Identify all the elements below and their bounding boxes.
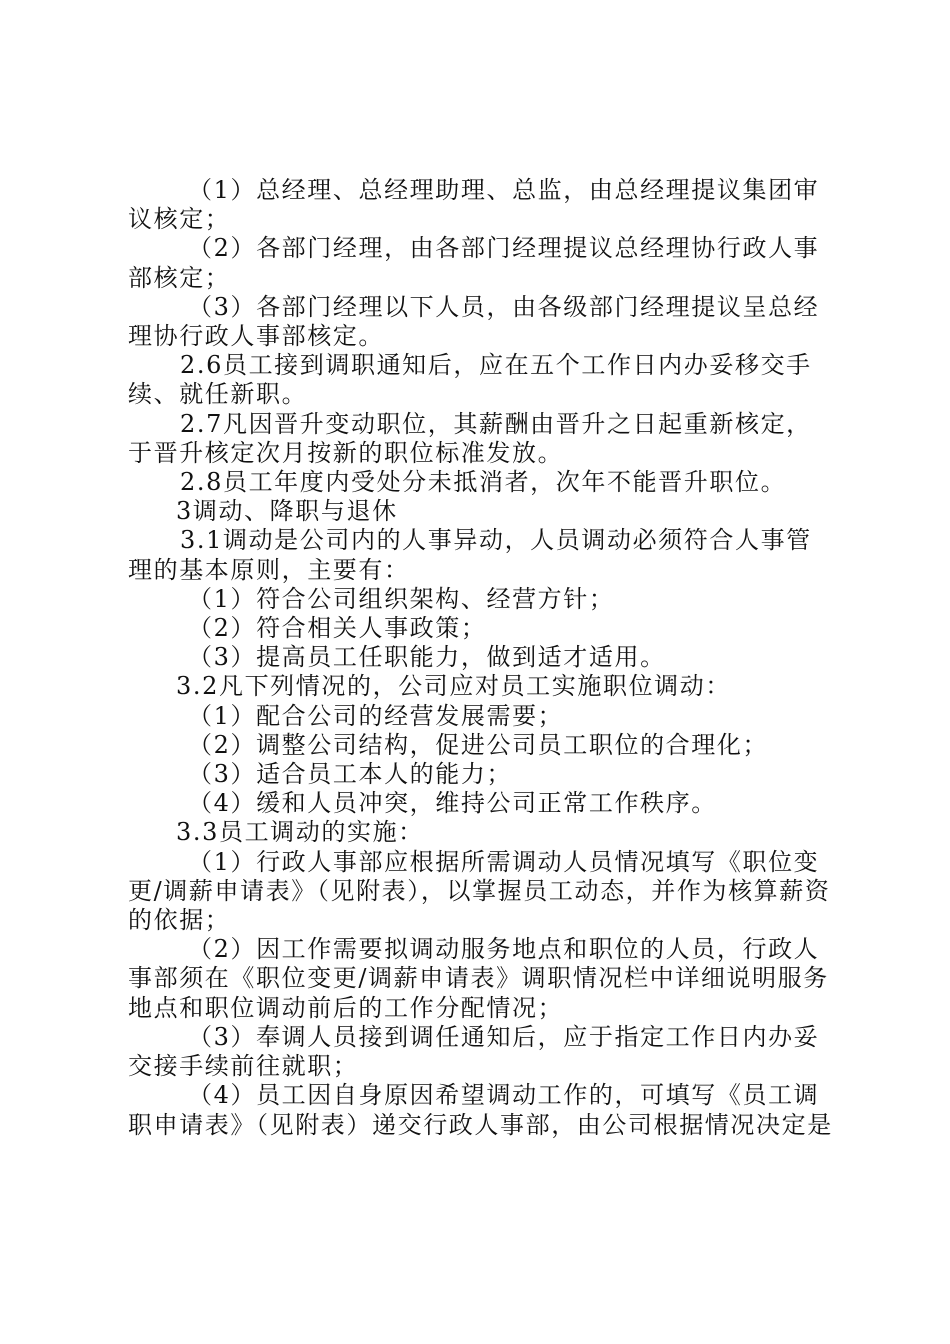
section-3-heading: 3调动、降职与退休 bbox=[176, 497, 398, 526]
principle-1: （1）符合公司组织架构、经营方针； bbox=[188, 584, 615, 613]
paragraph-approval-3: （3）各部门经理以下人员，由各级部门经理提议呈总经理协行政人事部核定。 bbox=[128, 292, 820, 351]
clause-2-8: 2.8员工年度内受处分未抵消者，次年不能晋升职位。 bbox=[180, 468, 787, 497]
principle-2: （2）符合相关人事政策； bbox=[188, 614, 487, 643]
clause-3-1: 3.1调动是公司内的人事异动，人员调动必须符合人事管理的基本原则，主要有： bbox=[128, 526, 812, 584]
document-body bbox=[128, 176, 833, 1140]
paragraph-approval-1: （1）总经理、总经理助理、总监，由总经理提议集团审议核定； bbox=[128, 176, 820, 234]
transfer-case-4: （4）缓和人员冲突，维持公司正常工作秩序。 bbox=[188, 789, 717, 818]
clause-2-6: 2.6员工接到调职通知后，应在五个工作日内办妥移交手续、就任新职。 bbox=[128, 351, 812, 409]
clause-3-3: 3.3员工调动的实施： bbox=[176, 818, 424, 847]
transfer-case-1: （1）配合公司的经营发展需要； bbox=[188, 701, 564, 730]
transfer-case-3: （3）适合员工本人的能力； bbox=[188, 760, 513, 789]
implementation-4: （4）员工因自身原因希望调动工作的，可填写《员工调职申请表》（见附表）递交行政人事部，由公司根据情况决定是 bbox=[128, 1081, 833, 1139]
implementation-1: （1）行政人事部应根据所需调动人员情况填写《职位变更/调薪申请表》（见附表），以掌握员工动态，并作为核算薪资的依据； bbox=[128, 847, 831, 935]
implementation-2: （2）因工作需要拟调动服务地点和职位的人员，行政人事部须在《职位变更/调薪申请表》调职情况栏中详细说明服务地点和职位调动前后的工作分配情况； bbox=[128, 935, 829, 1022]
transfer-case-2: （2）调整公司结构，促进公司员工职位的合理化； bbox=[188, 730, 769, 759]
clause-2-7: 2.7凡因晋升变动职位，其薪酬由晋升之日起重新核定，于晋升核定次月按新的职位标准发放。 bbox=[128, 409, 812, 467]
clause-3-2: 3.2凡下列情况的，公司应对员工实施职位调动： bbox=[176, 672, 731, 701]
principle-3: （3）提高员工任职能力，做到适才适用。 bbox=[188, 643, 666, 672]
implementation-3: （3）奉调人员接到调任通知后，应于指定工作日内办妥交接手续前往就职； bbox=[128, 1022, 820, 1081]
paragraph-approval-2: （2）各部门经理，由各部门经理提议总经理协行政人事部核定； bbox=[128, 234, 820, 292]
